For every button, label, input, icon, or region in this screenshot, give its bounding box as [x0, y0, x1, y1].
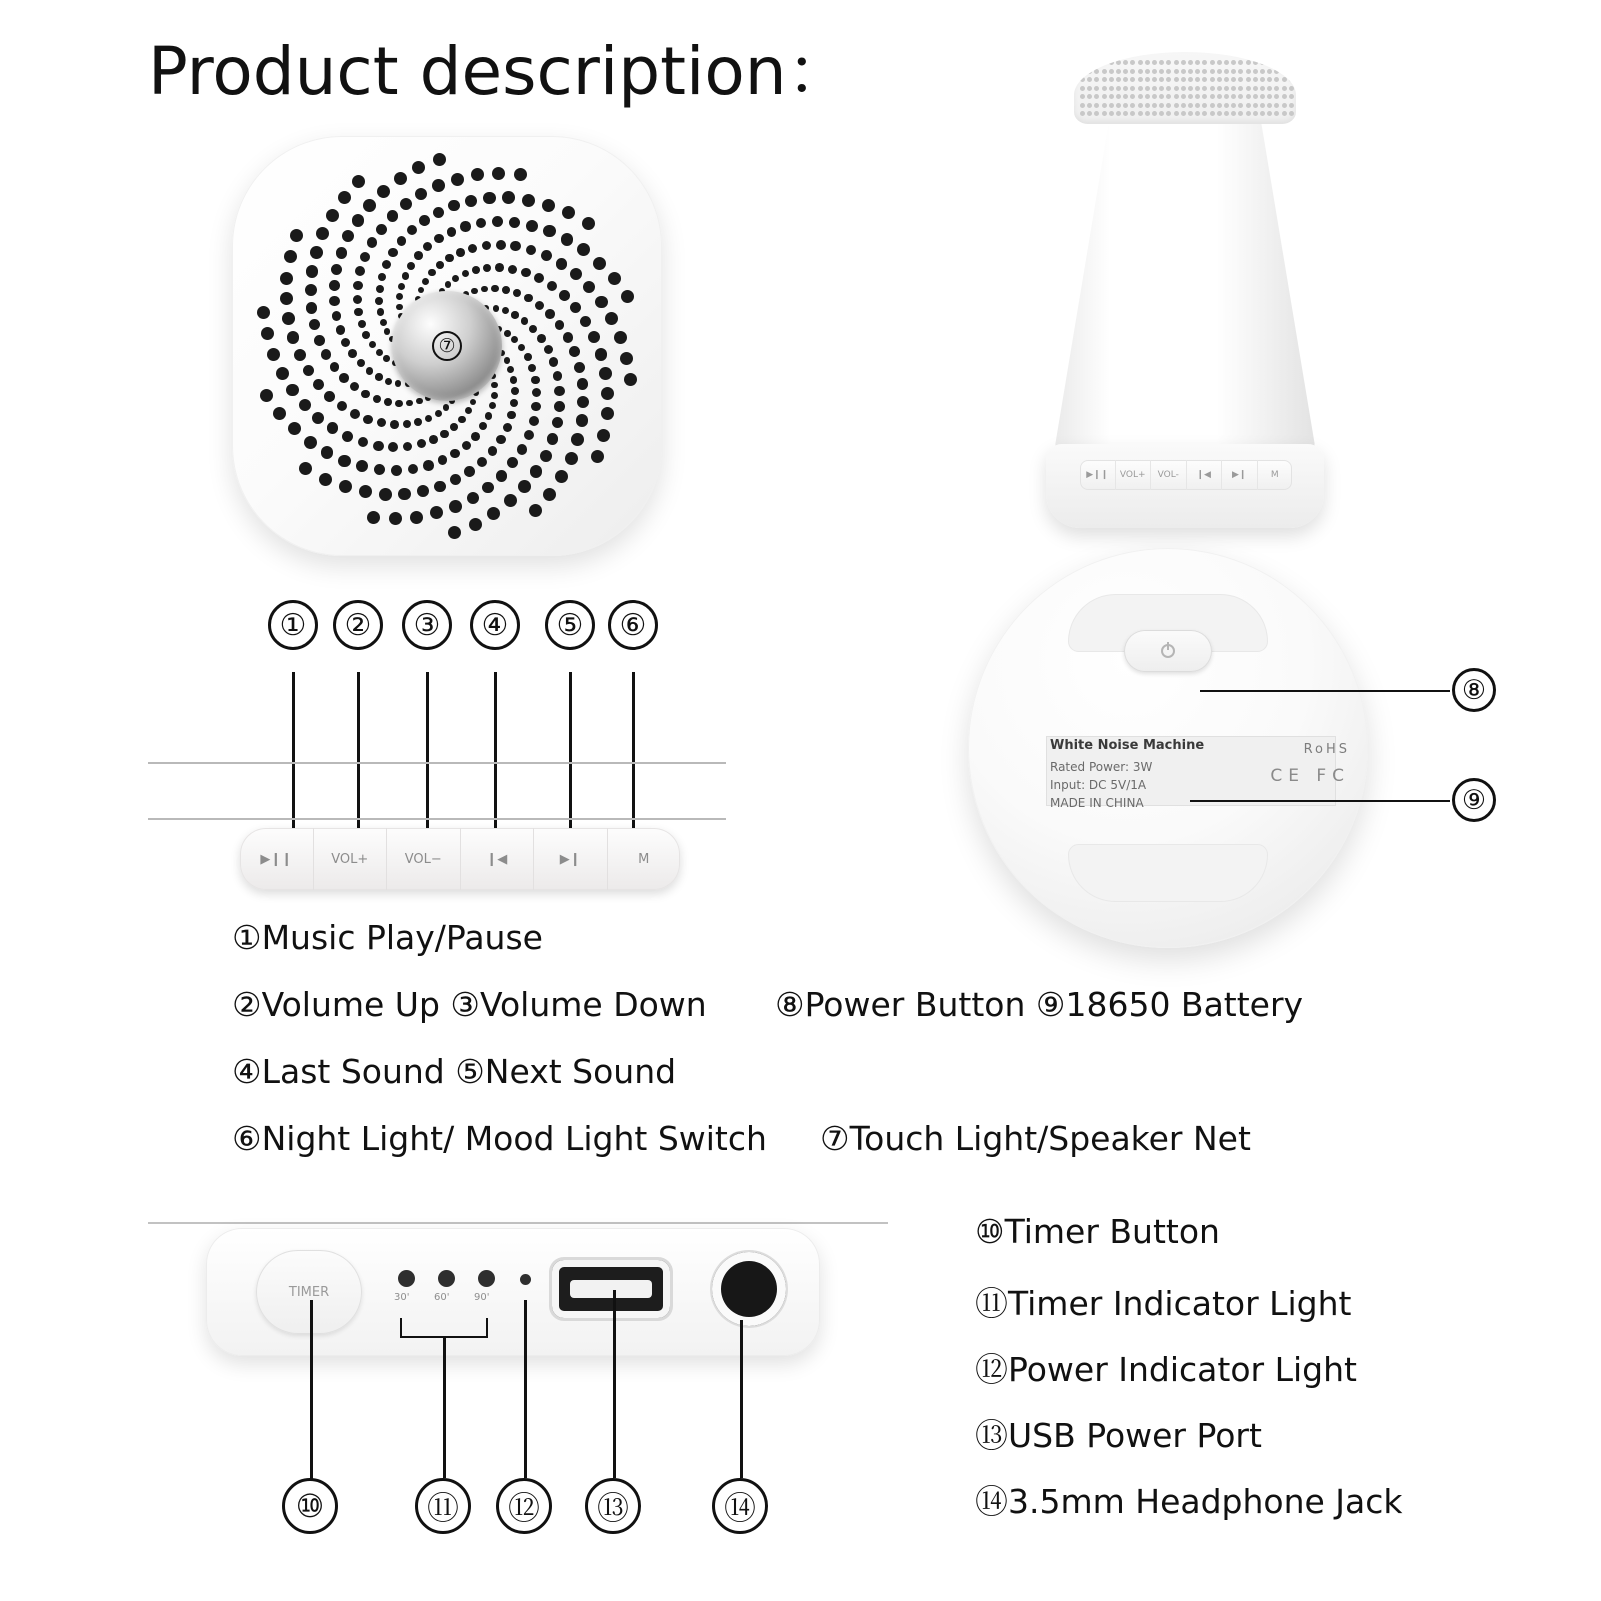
port-strip-guide-line	[148, 1222, 888, 1224]
strip-line-top	[148, 762, 726, 764]
bottom-arc-bottom	[1068, 844, 1268, 902]
next-sound-button[interactable]: ▶❙	[534, 828, 608, 890]
brace-timer-leds	[400, 1318, 488, 1338]
plate-line-input: Input: DC 5V/1A	[1050, 778, 1147, 792]
leader-line-11	[443, 1338, 446, 1478]
leader-line-14	[740, 1320, 743, 1478]
leader-line-1	[292, 672, 295, 834]
legend-item-10: ⑩Timer Button	[975, 1212, 1220, 1251]
plate-line-rated-power: Rated Power: 3W	[1050, 760, 1153, 774]
callout-number-13: ⑬	[585, 1478, 641, 1534]
mode-button[interactable]: M	[638, 851, 650, 867]
power-icon	[1161, 644, 1175, 658]
cyl-last-sound-button[interactable]: ❙◀	[1187, 460, 1223, 490]
legend-item-2: ②Volume Up ③Volume Down	[232, 985, 707, 1024]
cyl-play-pause-button[interactable]: ▶❙❙	[1080, 460, 1116, 490]
pointer-line-8	[1200, 690, 1450, 692]
legend-item-7: ⑦Touch Light/Speaker Net	[820, 1119, 1251, 1158]
callout-number-10: ⑩	[282, 1478, 338, 1534]
cyl-volume-up-button[interactable]: VOL+	[1116, 460, 1152, 490]
callout-number-14: ⑭	[712, 1478, 768, 1534]
usb-power-port[interactable]	[552, 1260, 670, 1318]
legend-item-8-9: ⑧Power Button ⑨18650 Battery	[775, 985, 1304, 1024]
cyl-volume-down-button[interactable]: VOL-	[1151, 460, 1187, 490]
strip-line-bottom	[148, 818, 726, 820]
pointer-number-8: ⑧	[1452, 668, 1496, 712]
volume-up-button[interactable]: VOL+	[314, 828, 388, 890]
leader-line-4	[494, 672, 497, 834]
leader-line-3	[426, 672, 429, 834]
callout-number-1: ①	[268, 600, 318, 650]
leader-line-10	[310, 1300, 313, 1480]
pointer-number-9: ⑨	[1452, 778, 1496, 822]
cyl-mode-button[interactable]: M	[1270, 470, 1279, 480]
cylinder-button-row[interactable]	[1080, 460, 1292, 490]
timer-indicator-light-30	[398, 1270, 415, 1287]
callout-number-3: ③	[402, 600, 452, 650]
callout-number-11: ⑪	[415, 1478, 471, 1534]
leader-line-5	[569, 672, 572, 834]
leader-line-13	[613, 1290, 616, 1478]
cyl-next-sound-button[interactable]: ▶❙	[1222, 460, 1258, 490]
power-indicator-light	[520, 1274, 531, 1285]
cylinder-top-grille	[1074, 52, 1296, 124]
speaker-bottom-view	[968, 548, 1368, 948]
callout-number-5: ⑤	[545, 600, 595, 650]
cylinder-body	[1052, 112, 1318, 464]
power-button[interactable]	[1124, 630, 1212, 672]
legend-item-4: ④Last Sound ⑤Next Sound	[232, 1052, 677, 1091]
rohs-mark: RoHS	[1303, 742, 1350, 757]
led-label-60: 60'	[434, 1292, 450, 1303]
legend-item-1: ①Music Play/Pause	[232, 918, 543, 957]
legend-item-13: ⑬USB Power Port	[975, 1416, 1262, 1455]
callout-number-6: ⑥	[608, 600, 658, 650]
led-label-90: 90'	[474, 1292, 490, 1303]
control-button-bar[interactable]	[240, 828, 680, 890]
plate-line-origin: MADE IN CHINA	[1050, 796, 1144, 810]
timer-button[interactable]: TIMER	[256, 1250, 362, 1334]
callout-row	[0, 600, 760, 670]
last-sound-button[interactable]: ❙◀	[461, 828, 535, 890]
port-strip	[206, 1228, 820, 1356]
legend-item-6: ⑥Night Light/ Mood Light Switch	[232, 1119, 767, 1158]
speaker-top-view	[232, 136, 662, 556]
callout-7-label: ⑦	[432, 331, 462, 361]
headphone-jack[interactable]	[712, 1252, 786, 1326]
ce-fcc-mark: CE FC	[1270, 766, 1350, 786]
touch-light-disc[interactable]	[392, 291, 502, 401]
led-label-30: 30'	[394, 1292, 410, 1303]
plate-title: White Noise Machine	[1050, 738, 1205, 753]
leader-line-6	[632, 672, 635, 834]
leader-line-12	[524, 1300, 527, 1478]
play-pause-button[interactable]: ▶❙❙	[240, 828, 314, 890]
legend-item-11: ⑪Timer Indicator Light	[975, 1284, 1352, 1323]
callout-number-2: ②	[333, 600, 383, 650]
leader-line-2	[357, 672, 360, 834]
timer-indicator-light-60	[438, 1270, 455, 1287]
callout-number-4: ④	[470, 600, 520, 650]
page-title: Product description：	[148, 33, 853, 110]
pointer-line-9	[1190, 800, 1450, 802]
speaker-cylinder-view	[1020, 52, 1350, 522]
callout-number-12: ⑫	[496, 1478, 552, 1534]
legend-item-12: ⑫Power Indicator Light	[975, 1350, 1357, 1389]
volume-down-button[interactable]: VOL−	[387, 828, 461, 890]
legend-item-14: ⑭3.5mm Headphone Jack	[975, 1482, 1403, 1521]
timer-indicator-light-90	[478, 1270, 495, 1287]
